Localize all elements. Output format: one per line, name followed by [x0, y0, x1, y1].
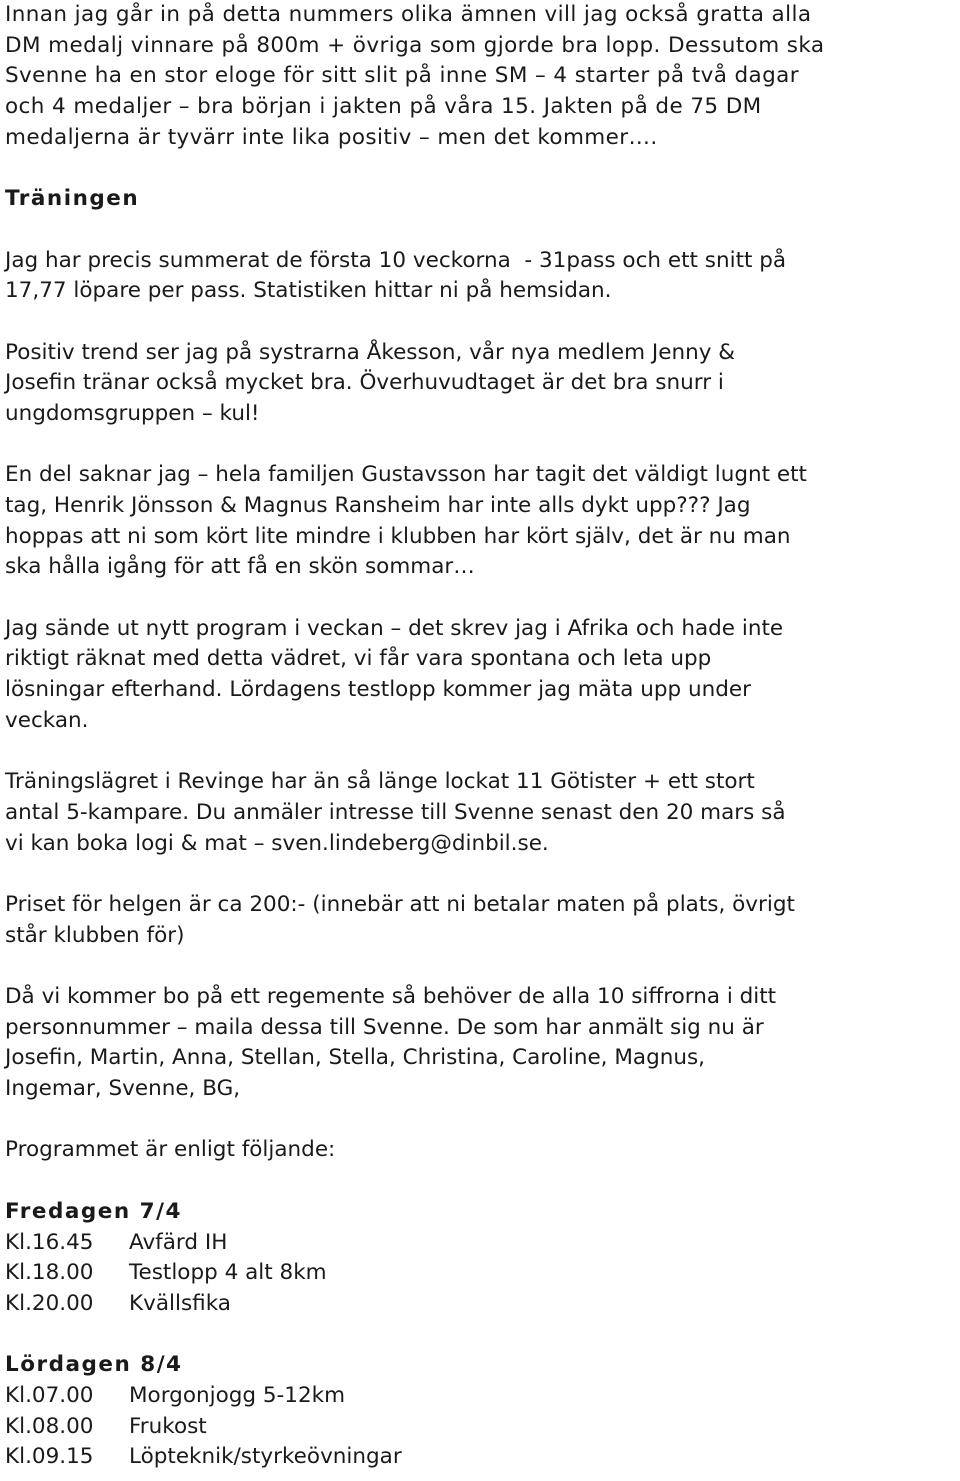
text-line: hoppas att ni som kört lite mindre i klubben har kört själv, det är nu man	[5, 523, 791, 549]
schedule-row	[5, 1289, 955, 1320]
text-line: vi kan boka logi & mat – sven.lindeberg@dinbil.se.	[5, 830, 549, 856]
paragraph-registration	[5, 982, 955, 1105]
text-line: En del saknar jag – hela familjen Gustavsson har tagit det väldigt lugnt ett	[5, 462, 807, 488]
text-line: ungdomsgruppen – kul!	[5, 400, 260, 426]
text-line: Innan jag går in på detta nummers olika ämnen vill jag också gratta alla	[5, 2, 812, 27]
schedule-activity: Löpteknik/styrkeövningar	[129, 1444, 402, 1470]
schedule-day-heading: Fredagen 7/4	[5, 1198, 182, 1224]
schedule-activity: Morgonjogg 5-12km	[129, 1382, 346, 1408]
text-line: tag, Henrik Jönsson & Magnus Ransheim har inte alls dykt upp??? Jag	[5, 493, 751, 518]
schedule-day-saturday	[5, 1350, 955, 1473]
text-line: Priset för helgen är ca 200:- (innebär att ni betalar maten på plats, övrigt	[5, 891, 795, 917]
text-line: lösningar efterhand. Lördagens testlopp kommer jag mäta upp under	[5, 677, 751, 703]
text-line: Josefin, Martin, Anna, Stellan, Stella, Christina, Caroline, Magnus,	[5, 1045, 706, 1071]
text-line: Då vi kommer bo på ett regemente så behöver de alla 10 siffrorna i ditt	[5, 984, 777, 1009]
intro-paragraph	[5, 0, 955, 153]
text-line: står klubben för)	[5, 922, 185, 948]
schedule-time: Kl.20.00	[5, 1290, 94, 1316]
text-line: Jag har precis summerat de första 10 veckorna - 31pass och ett snitt på	[5, 247, 787, 273]
text-line: veckan.	[5, 707, 89, 733]
text-line: Programmet är enligt följande:	[5, 1137, 336, 1163]
schedule-row	[5, 1442, 955, 1473]
text-line: Ingemar, Svenne, BG,	[5, 1076, 241, 1102]
schedule-time: Kl.16.45	[5, 1229, 94, 1255]
text-line: Svenne ha en stor eloge för sitt slit på inne SM – 4 starter på två dagar	[5, 63, 799, 89]
section-heading: Träningen	[5, 186, 140, 212]
text-line: antal 5-kampare. Du anmäler intresse till Svenne senast den 20 mars så	[5, 799, 786, 825]
text-line: 17,77 löpare per pass. Statistiken hittar ni på hemsidan.	[5, 278, 612, 304]
text-line: medaljerna är tyvärr inte lika positiv – men det kommer….	[5, 124, 658, 150]
text-line: och 4 medaljer – bra början i jakten på våra 15. Jakten på de 75 DM	[5, 94, 762, 120]
text-line: riktigt räknat med detta vädret, vi får vara spontana och leta upp	[5, 646, 712, 672]
paragraph-camp	[5, 767, 955, 859]
schedule-day-friday	[5, 1197, 955, 1320]
schedule-time: Kl.09.15	[5, 1444, 94, 1470]
schedule-row	[5, 1412, 955, 1443]
paragraph-summary	[5, 246, 955, 307]
paragraph-program	[5, 614, 955, 737]
paragraph-price	[5, 890, 955, 951]
paragraph-trend	[5, 338, 955, 430]
document-body	[5, 0, 955, 1473]
schedule-time: Kl.18.00	[5, 1260, 94, 1286]
schedule-activity: Frukost	[129, 1413, 207, 1439]
text-line: Träningslägret i Revinge har än så länge lockat 11 Götister + ett stort	[5, 769, 755, 795]
schedule-day-heading: Lördagen 8/4	[5, 1352, 183, 1378]
schedule-row	[5, 1228, 955, 1259]
text-line: Jag sände ut nytt program i veckan – det skrev jag i Afrika och hade inte	[5, 615, 784, 641]
schedule-activity: Testlopp 4 alt 8km	[129, 1260, 327, 1286]
text-line: ska hålla igång för att få en skön sommar…	[5, 554, 475, 580]
text-line: Positiv trend ser jag på systrarna Åkesson, vår nya medlem Jenny &	[5, 339, 736, 365]
schedule-row	[5, 1381, 955, 1412]
schedule-activity: Avfärd IH	[129, 1229, 228, 1255]
text-line: DM medalj vinnare på 800m + övriga som gjorde bra lopp. Dessutom ska	[5, 32, 825, 58]
schedule-time: Kl.07.00	[5, 1382, 94, 1408]
text-line: Josefin tränar också mycket bra. Överhuvudtaget är det bra snurr i	[5, 370, 724, 396]
schedule-row	[5, 1258, 955, 1289]
schedule-time: Kl.08.00	[5, 1413, 94, 1439]
text-line: personnummer – maila dessa till Svenne. De som har anmält sig nu är	[5, 1014, 764, 1040]
paragraph-missing	[5, 460, 955, 583]
paragraph-schedule-intro	[5, 1135, 955, 1166]
schedule-activity: Kvällsfika	[129, 1290, 231, 1316]
